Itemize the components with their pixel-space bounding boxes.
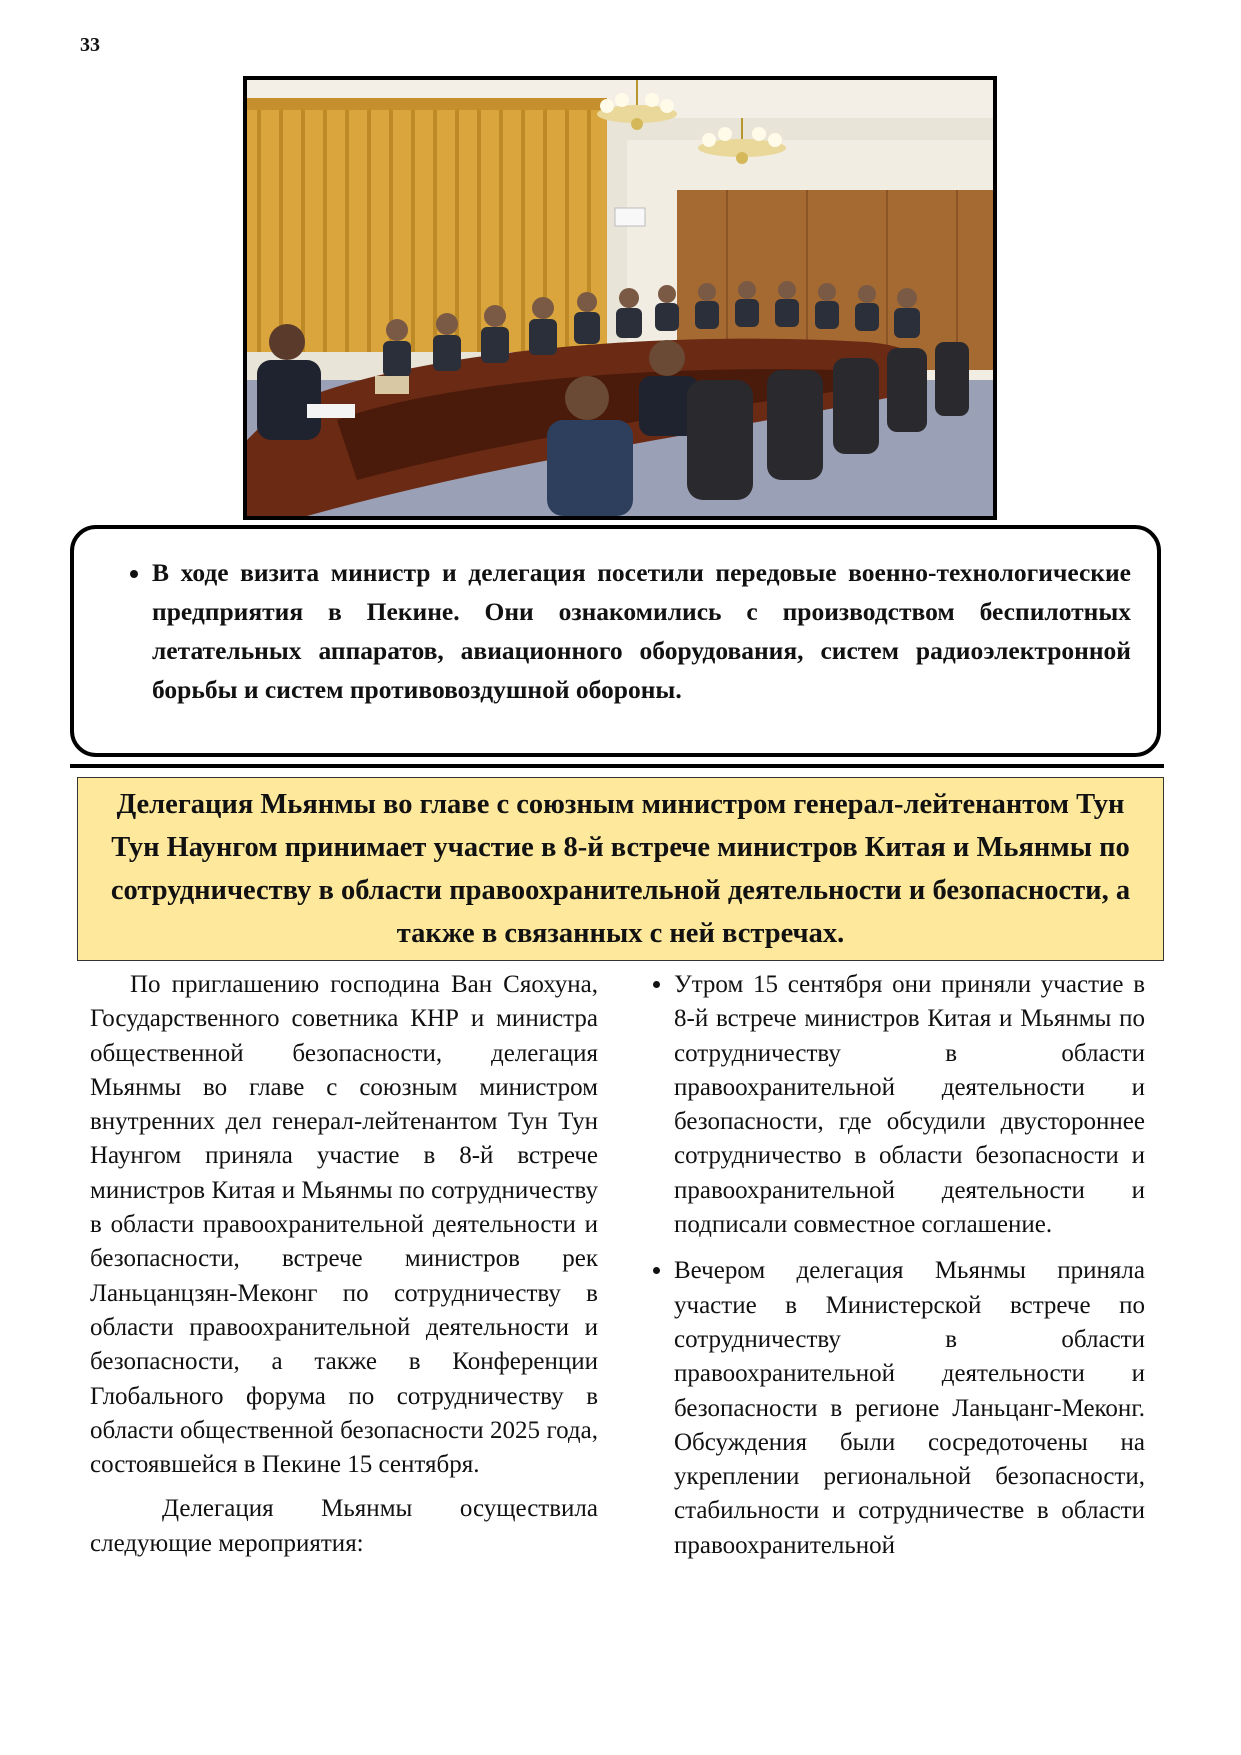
callout-list (124, 553, 1131, 709)
tissue-box (375, 376, 409, 394)
air-conditioner (615, 208, 645, 226)
activity-item: • Утром 15 сентября они приняли участие в 8-й встрече министров Китая и Мьянмы по сотрудничеству в области правоохранительной деятельности и безопасности, где обсудили двустороннее сотрудничество в области безопасности и правоохранительной деятельности и подписали совместное соглашение. (674, 968, 1145, 1242)
activity-item: • Вечером делегация Мьянмы приняла участие в Министерской встрече по сотрудничеству в области правоохранительной деятельности и безопасности в регионе Ланьцанг-Меконг. Обсуждения были сосредоточены на укреплении региональной безопасности, стабильности и сотрудничестве в области правоохранительной (674, 1254, 1145, 1563)
article-paragraph: По приглашению господина Ван Сяохуна, Государственного советника КНР и министра общественной безопасности, делегация Мьянмы во главе с союзным министром внутренних дел генерал-лейтенантом Тун Тун Наунгом приняла участие в 8-й встрече министров Китая и Мьянмы по сотрудничеству в области правоохранительной деятельности и безопасности, встрече министров рек Ланьцанцзян-Меконг по сотрудничеству в области правоохранительной деятельности и безопасности, а также в Конференции Глобального форума по сотрудничеству в области общественной безопасности 2025 года, состоявшейся в Пекине 15 сентября. (90, 971, 598, 1479)
section-divider (70, 764, 1164, 768)
article-right-column (638, 968, 1145, 1563)
highlight-callout (70, 525, 1161, 757)
article-paragraph: Делегация Мьянмы осуществила следующие мероприятия: (90, 1495, 598, 1557)
headline-box (77, 777, 1164, 961)
article-headline: Делегация Мьянмы во главе с союзным министром генерал-лейтенантом Тун Тун Наунгом принимает участие в 8-й встрече министров Китая и Мьянмы по сотрудничеству в области правоохранительной деятельности и безопасности, а также в связанных с ней встречах. (110, 789, 1131, 949)
documents (307, 404, 355, 418)
meeting-photo (243, 76, 997, 520)
page-number: 33 (80, 34, 100, 56)
activities-list (638, 968, 1145, 1563)
article-left-column (90, 968, 598, 1561)
callout-bullet: • В ходе визита министр и делегация посетили передовые военно-технологические предприятия в Пекине. Они ознакомились с производством беспилотных летательных аппаратов, авиационного оборудования, систем радиоэлектронной борьбы и систем противовоздушной обороны. (152, 553, 1131, 709)
meeting-room-illustration (247, 80, 993, 516)
